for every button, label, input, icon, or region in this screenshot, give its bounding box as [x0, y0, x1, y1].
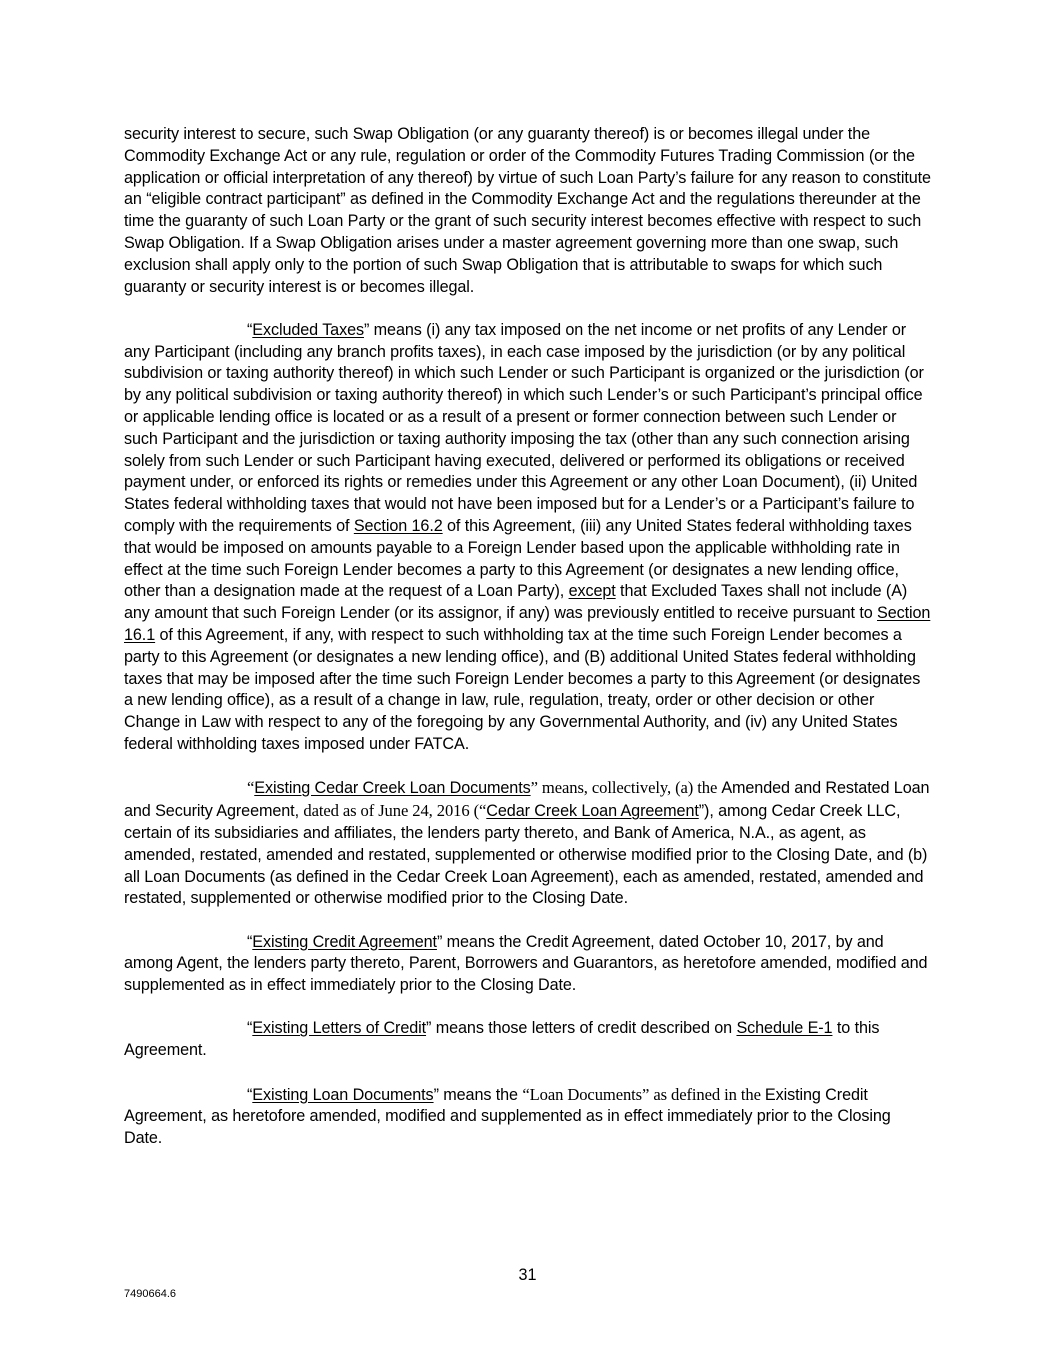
segment: “: [247, 1085, 253, 1104]
page-number: 31: [518, 1266, 537, 1284]
definition-existing-credit-agreement: [124, 932, 932, 997]
segment: Amended and Restated Loan and Security Agreement,: [124, 779, 930, 821]
defined-term-excluded-taxes: Excluded Taxes: [252, 320, 364, 339]
segment: that Excluded Taxes shall not include (A) any amount that such Foreign Lender (or its assignor, if any) was previously entitled to receive pursuant to: [124, 582, 908, 623]
except-term: except: [568, 582, 616, 601]
segment: to this Agreement.: [124, 1019, 880, 1060]
segment: of this Agreement, if any, with respect to such withholding tax at the time such Foreign Lender becomes a party to this Agreement (or designates a new lending office), and (B) additional United States federal withholding taxes that may be imposed after the time such Foreign Lender becomes a party to this Agreement (or designates a new lending office), as a result of a change in law, rule, regulation, treaty, order or other decision or other Change in Law with respect to any of the foregoing by any Governmental Authority, and (iv) any United States federal withholding taxes imposed under FATCA.: [124, 626, 921, 754]
defined-term-existing-letters-of-credit: Existing Letters of Credit: [252, 1019, 427, 1038]
segment: ” means the Credit Agreement, dated October 10, 2017, by and among Agent, the lenders party thereto, Parent, Borrowers and Guarantors, as heretofore amended, modified and supplemented as in effect immediately prior to the Closing Date.: [124, 932, 928, 995]
defined-term-cedar-creek-loan-agreement: Cedar Creek Loan Agreement: [486, 802, 699, 821]
segment: ” means, collectively, (a) the: [530, 778, 722, 798]
defined-term-existing-credit-agreement: Existing Credit Agreement: [252, 932, 437, 951]
segment: “: [247, 1019, 253, 1038]
segment: “: [247, 778, 255, 798]
segment: Existing Credit Agreement, as heretofore amended, modified and supplemented as in effect immediately prior to the Closing Date.: [124, 1085, 891, 1148]
document-body: [124, 124, 932, 1171]
segment: “: [247, 320, 253, 339]
paragraph-swap-obligation-continuation: [124, 124, 932, 298]
segment: of this Agreement, (iii) any United States federal withholding taxes that would be imposed on amounts payable to a Foreign Lender based upon the applicable withholding rate in effect at the time such Foreign Lender becomes a party to this Agreement (or designates a new lending office, other than a designation made at the request of a Loan Party),: [124, 517, 912, 601]
definition-existing-loan-documents: [124, 1084, 932, 1150]
segment: “Loan Documents” as defined in the: [522, 1084, 765, 1104]
segment: “: [247, 932, 253, 951]
section-16-1-reference: Section 16.1: [124, 604, 931, 645]
defined-term-existing-cedar-creek-loan-documents: Existing Cedar Creek Loan Documents: [254, 779, 531, 798]
segment: dated as of June 24, 2016 (“: [303, 801, 487, 821]
definition-excluded-taxes: [124, 320, 932, 756]
definition-existing-letters-of-credit: [124, 1018, 932, 1062]
segment: ” means (i) any tax imposed on the net income or net profits of any Lender or any Participant (including any branch profits taxes), in each case imposed by the jurisdiction (or by any political subdivision or taxing authority thereof) in which such Lender or such Participant is organized or the jurisdiction (or by any political subdivision or taxing authority thereof) in which such Lender’s or such Participant’s principal office or applicable lending office is located or as a result of a present or former connection between such Lender or such Participant and the jurisdiction or taxing authority imposing the tax (other than any such connection arising solely from such Lender or such Participant having executed, delivered or performed its obligations or received payment under, or enforced its rights or remedies under this Agreement or any other Loan Document), (ii) United States federal withholding taxes that would not have been imposed but for a Lender’s or a Participant’s failure to comply with the requirements of: [124, 320, 924, 536]
segment: ” means the: [433, 1085, 523, 1104]
segment: ”), among Cedar Creek LLC, certain of its subsidiaries and affiliates, the lenders party thereto, and Bank of America, N.A., as agent, as amended, restated, amended and restated, supplemented or otherwise modified prior to the Closing Date, and (b) all Loan Documents (as defined in the Cedar Creek Loan Agreement), each as amended, restated, amended and restated, supplemented or otherwise modified prior to the Closing Date.: [124, 802, 928, 908]
segment: ” means those letters of credit described on: [426, 1019, 737, 1038]
section-16-2-reference: Section 16.2: [353, 517, 443, 536]
document-id: 7490664.6: [124, 1288, 176, 1300]
schedule-e-1-reference: Schedule E-1: [736, 1019, 833, 1038]
defined-term-existing-loan-documents: Existing Loan Documents: [252, 1085, 434, 1104]
segment: security interest to secure, such Swap Obligation (or any guaranty thereof) is or becomes illegal under the Commodity Exchange Act or any rule, regulation or order of the Commodity Futures Trading Commission (or the application or official interpretation of any thereof) by virtue of such Loan Party’s failure for any reason to constitute an “eligible contract participant” as defined in the Commodity Exchange Act and the regulations thereunder at the time the guaranty of such Loan Party or the grant of such security interest becomes effective with respect to such Swap Obligation. If a Swap Obligation arises under a master agreement governing more than one swap, such exclusion shall apply only to the portion of such Swap Obligation that is attributable to swaps for which such guaranty or security interest is or becomes illegal.: [124, 125, 931, 296]
definition-existing-cedar-creek-loan-documents: [124, 777, 932, 910]
